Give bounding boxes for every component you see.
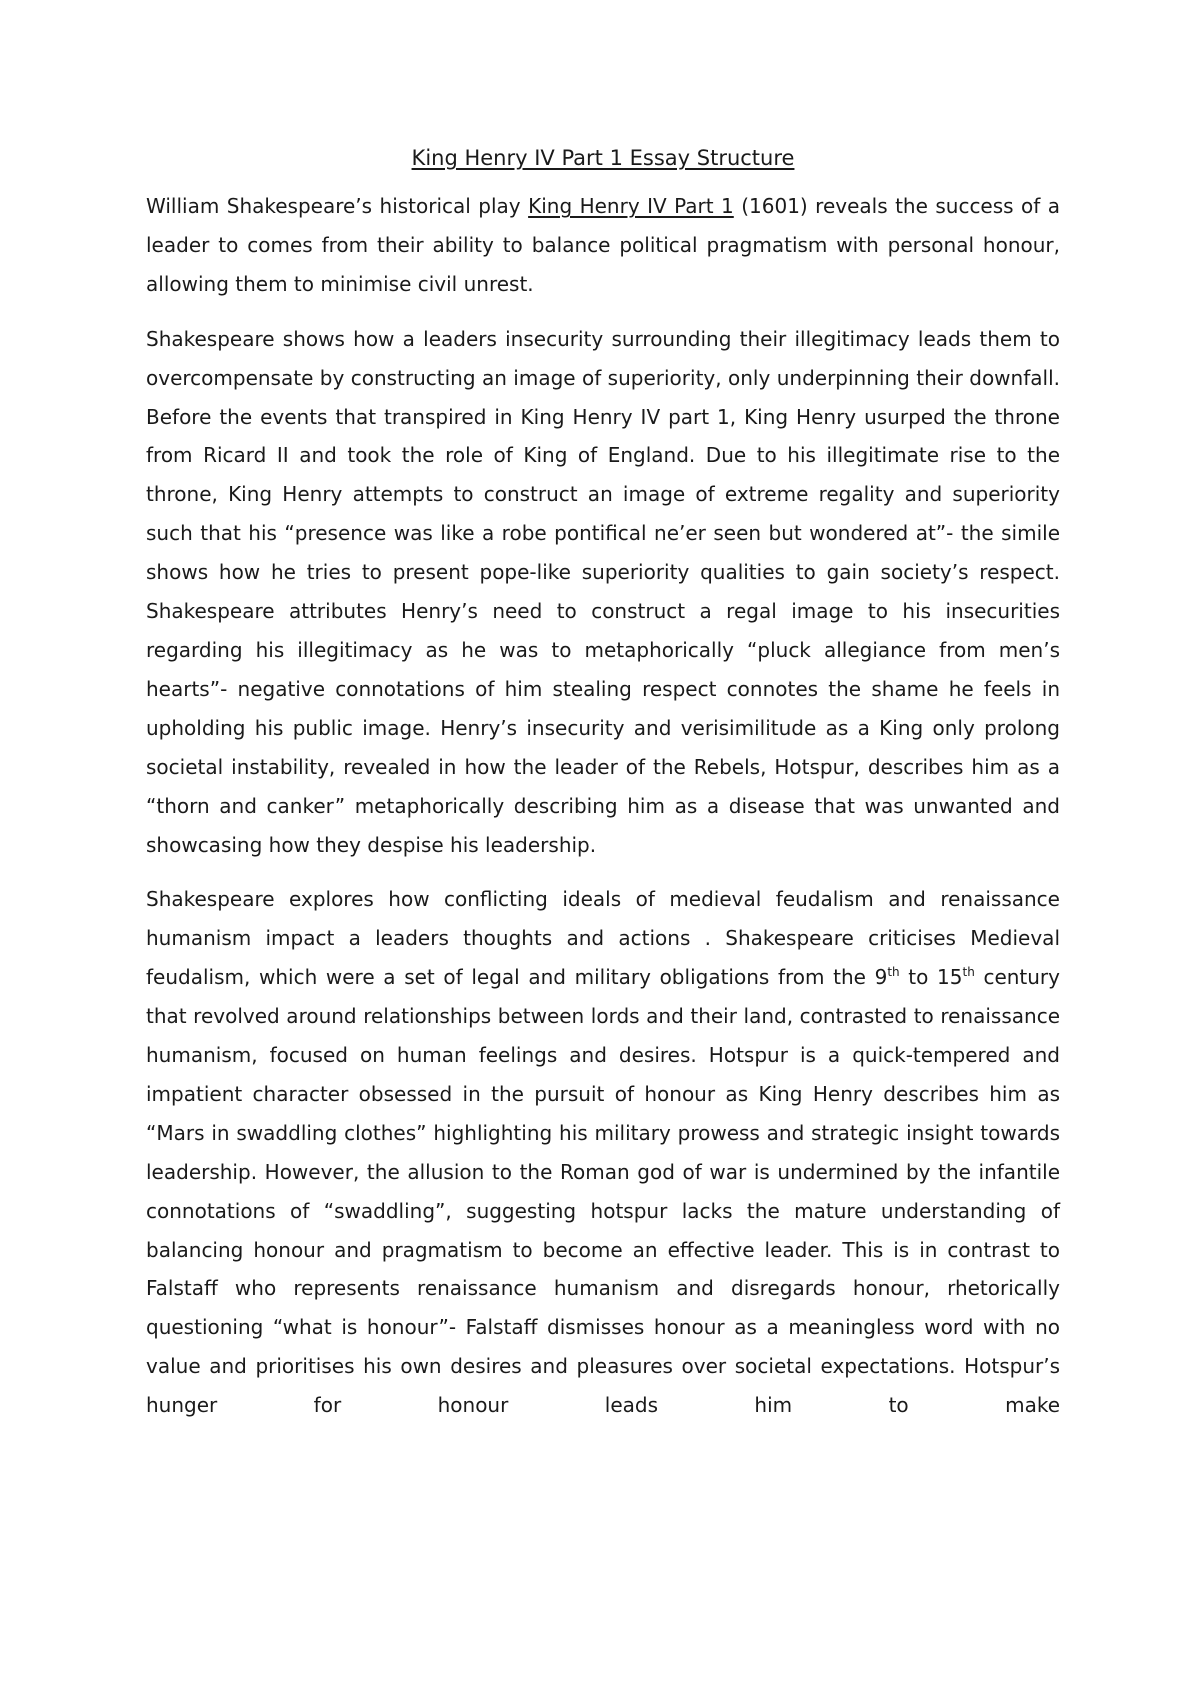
document-title: King Henry IV Part 1 Essay Structure — [411, 146, 795, 170]
document-page — [146, 138, 1060, 1441]
superscript-th-2: th — [962, 965, 975, 980]
play-title: King Henry IV Part 1 — [528, 194, 734, 218]
intro-text-after: (1601) reveals the success of a leader to comes from their ability to balance political pragmatism with personal honour, allowing them to minimise civil unrest. — [146, 194, 1061, 296]
paragraph3-part3: century that revolved around relationships between lords and their land, contrasted to renaissance humanism, focused on human feelings and desires. Hotspur is a quick-tempered and impatient character obsessed in the pursuit of honour as King Henry describes him as “Mars in swaddling clothes” highlighting his military prowess and strategic insight towards leadership. However, the allusion to the Roman god of war is undermined by the infantile connotations of “swaddling”, suggesting hotspur lacks the mature understanding of balancing honour and pragmatism to become an effective leader. This is in contrast to Falstaff who represents renaissance humanism and disregards honour, rhetorically questioning “what is honour”- Falstaff dismisses honour as a meaningless word with no value and prioritises his own desires and pleasures over societal expectations. Hotspur’s hunger for honour leads him to make — [146, 965, 1060, 1418]
body-paragraph-2: Shakespeare shows how a leaders insecurity surrounding their illegitimacy leads them to overcompensate by constructing an image of superiority, only underpinning their downfall. Before the events that transpired in King Henry IV part 1, King Henry usurped the throne from Ricard II and took the role of King of England. Due to his illegitimate rise to the throne, King Henry attempts to construct an image of extreme regality and superiority such that his “presence was like a robe pontifical ne’er seen but wondered at”- the simile shows how he tries to present pope-like superiority qualities to gain society’s respect. Shakespeare attributes Henry’s need to construct a regal image to his insecurities regarding his illegitimacy as he was to metaphorically “pluck allegiance from men’s hearts”- negative connotations of him stealing respect connotes the shame he feels in upholding his public image. Henry’s insecurity and verisimilitude as a King only prolong societal instability, revealed in how the leader of the Rebels, Hotspur, describes him as a “thorn and canker” metaphorically describing him as a disease that was unwanted and showcasing how they despise his leadership. — [146, 326, 1060, 857]
intro-text-before: William Shakespeare’s historical play — [146, 194, 529, 218]
paragraph3-part1: Shakespeare explores how conflicting ideals of medieval feudalism and renaissance humanism impact a leaders thoughts and actions . Shakespeare criticises Medieval feudalism, which were a set of legal and military obligations from the 9 — [146, 887, 1060, 990]
intro-paragraph — [146, 187, 1060, 304]
superscript-th-1: th — [887, 965, 900, 980]
body-paragraph-3 — [146, 880, 1060, 1425]
paragraph3-part2: to 15 — [899, 965, 963, 990]
